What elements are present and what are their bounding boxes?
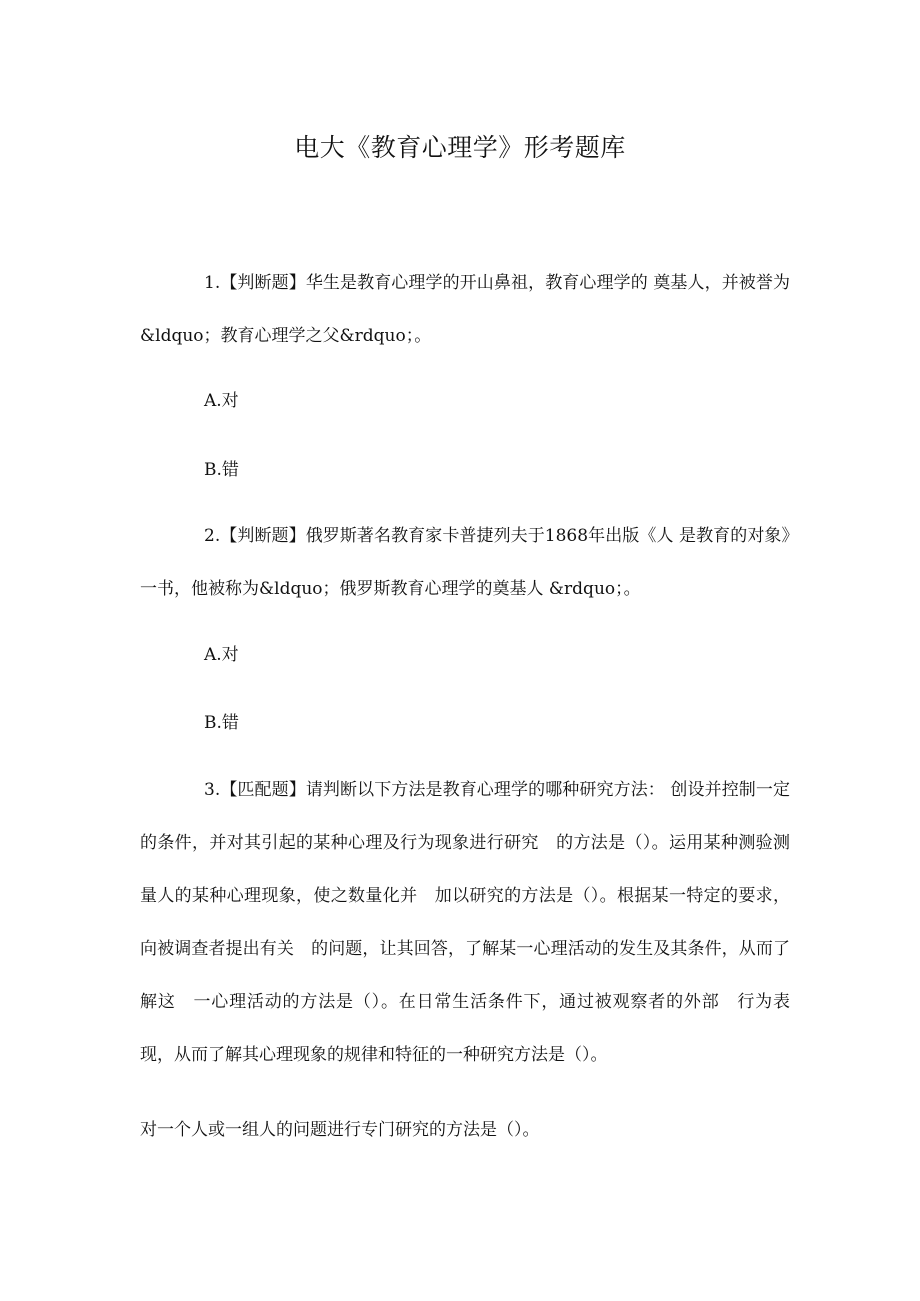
question-1-text: 1.【判断题】华生是教育心理学的开山鼻祖，教育心理学的 奠基人，并被誉为&ldquo；教育心理学之父&rdquo；。	[140, 273, 790, 346]
question-2-option-b: B.错	[204, 713, 239, 733]
question-2-option-a: A.对	[204, 645, 239, 665]
question-2-text: 2.【判断题】俄罗斯著名教育家卡普捷列夫于1868年出版《人 是教育的对象》一书，他被称为&ldquo；俄罗斯教育心理学的奠基人 &rdquo；。	[140, 526, 790, 599]
question-3-extra-text: 对一个人或一组人的问题进行专门研究的方法是（）。	[140, 1120, 540, 1140]
document-title: 电大《教育心理学》形考题库	[294, 133, 626, 162]
question-1-option-b: B.错	[204, 460, 239, 480]
question-3-text: 3.【匹配题】请判断以下方法是教育心理学的哪种研究方法： 创设并控制一定的条件，并对其引起的某种心理及行为现象进行研究 的方法是（）。运用某种测验测量人的某种心理现象，使之数量化并 加以研究的方法是（）。根据某一特定的要求，向被调查者提出有关 的问题，让其回答，了解某一心理活动的发生及其条件，从而了解这 一心理活动的方法是（）。在日常生活条件下，通过被观察者的外部 行为表现，从而了解其心理现象的规律和特征的一种研究方法是（）。	[140, 780, 790, 1065]
question-1-option-a: A.对	[204, 391, 239, 411]
